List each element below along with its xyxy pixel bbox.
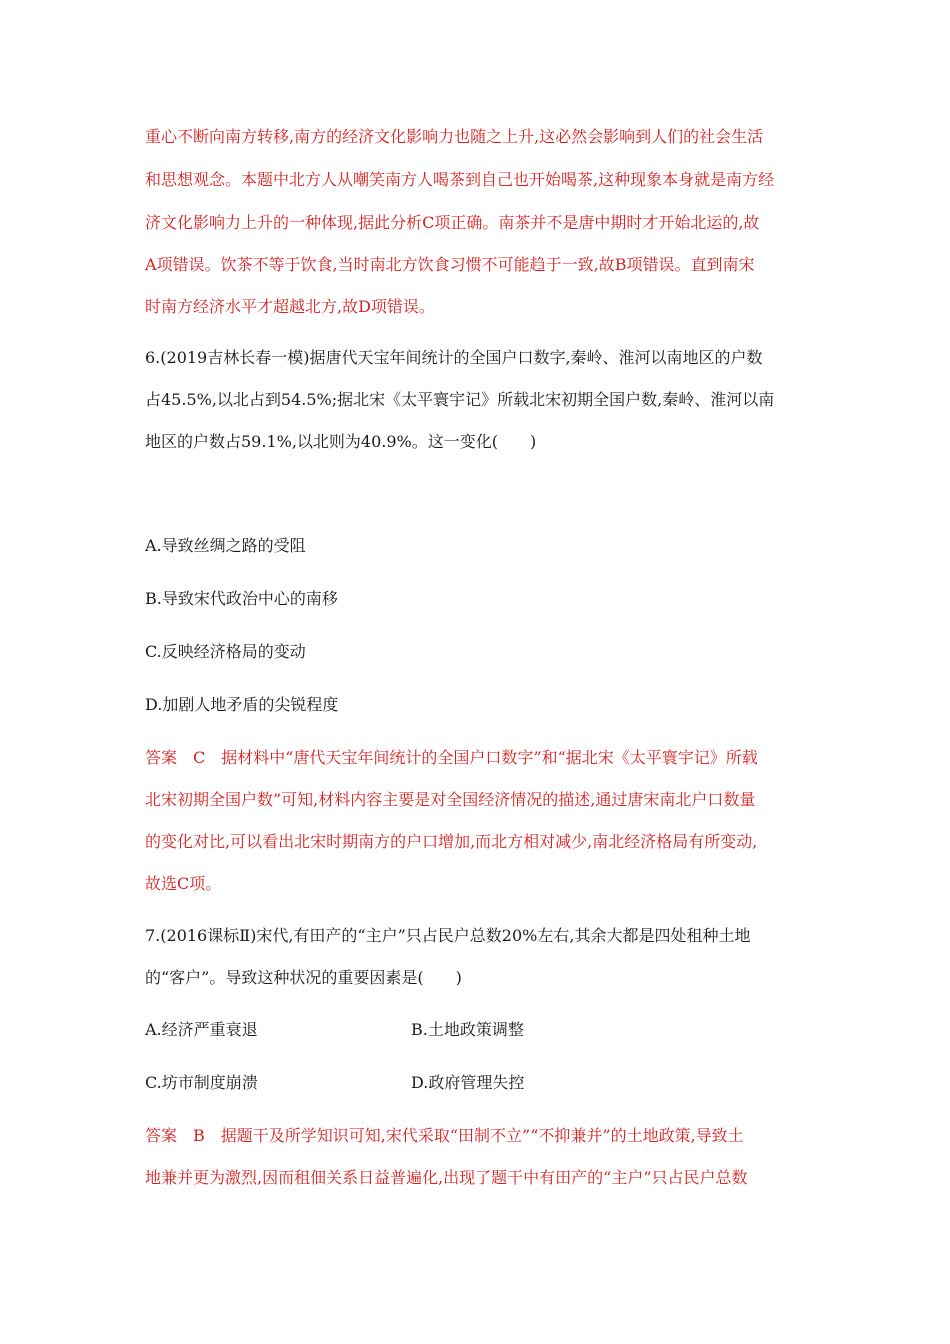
question-stem-line: 7.(2016课标Ⅱ)宋代,有田产的“主户”只占民户总数20%左右,其余大都是四处租种土地	[145, 926, 751, 945]
answer-line: 重心不断向南方转移,南方的经济文化影响力也随之上升,这必然会影响到人们的社会生活	[145, 127, 764, 146]
answer-line: 地兼并更为激烈,因而租佃关系日益普遍化,出现了题干中有田产的“主户”只占民户总数	[145, 1168, 748, 1187]
answer-line: 济文化影响力上升的一种体现,据此分析C项正确。南茶并不是唐中期时才开始北运的,故	[145, 213, 760, 232]
option-b: B.导致宋代政治中心的南移	[145, 589, 338, 608]
option-a: A.经济严重衰退	[145, 1020, 258, 1039]
option-d: D.政府管理失控	[411, 1073, 525, 1092]
answer-line: 和思想观念。本题中北方人从嘲笑南方人喝茶到自己也开始喝茶,这种现象本身就是南方经	[145, 170, 775, 189]
answer-line: 故选C项。	[145, 874, 222, 893]
answer-line: 北宋初期全国户数”可知,材料内容主要是对全国经济情况的描述,通过唐宋南北户口数量	[145, 790, 756, 809]
answer-line: 时南方经济水平才超越北方,故D项错误。	[145, 297, 435, 316]
answer-line: A项错误。饮茶不等于饮食,当时南北方饮食习惯不可能趋于一致,故B项错误。直到南宋	[145, 255, 755, 274]
question-stem-line: 占45.5%,以北占到54.5%;据北宋《太平寰宇记》所载北宋初期全国户数,秦岭、淮河以南	[145, 390, 775, 409]
question-stem-line: 6.(2019吉林长春一模)据唐代天宝年间统计的全国户口数字,秦岭、淮河以南地区的户数	[145, 348, 763, 367]
question-stem-line: 的“客户”。导致这种状况的重要因素是( )	[145, 968, 462, 987]
option-b: B.土地政策调整	[411, 1020, 524, 1039]
question-stem-line: 地区的户数占59.1%,以北则为40.9%。这一变化( )	[145, 432, 537, 451]
option-a: A.导致丝绸之路的受阻	[145, 536, 306, 555]
option-c: C.坊市制度崩溃	[145, 1073, 258, 1092]
answer-line: 的变化对比,可以看出北宋时期南方的户口增加,而北方相对减少,南北经济格局有所变动,	[145, 832, 758, 851]
option-d: D.加剧人地矛盾的尖锐程度	[145, 695, 339, 714]
option-c: C.反映经济格局的变动	[145, 642, 306, 661]
answer-line: 答案 B 据题干及所学知识可知,宋代采取“田制不立”“不抑兼并”的土地政策,导致土	[145, 1126, 744, 1145]
answer-line: 答案 C 据材料中“唐代天宝年间统计的全国户口数字”和“据北宋《太平寰宇记》所载	[145, 748, 758, 767]
